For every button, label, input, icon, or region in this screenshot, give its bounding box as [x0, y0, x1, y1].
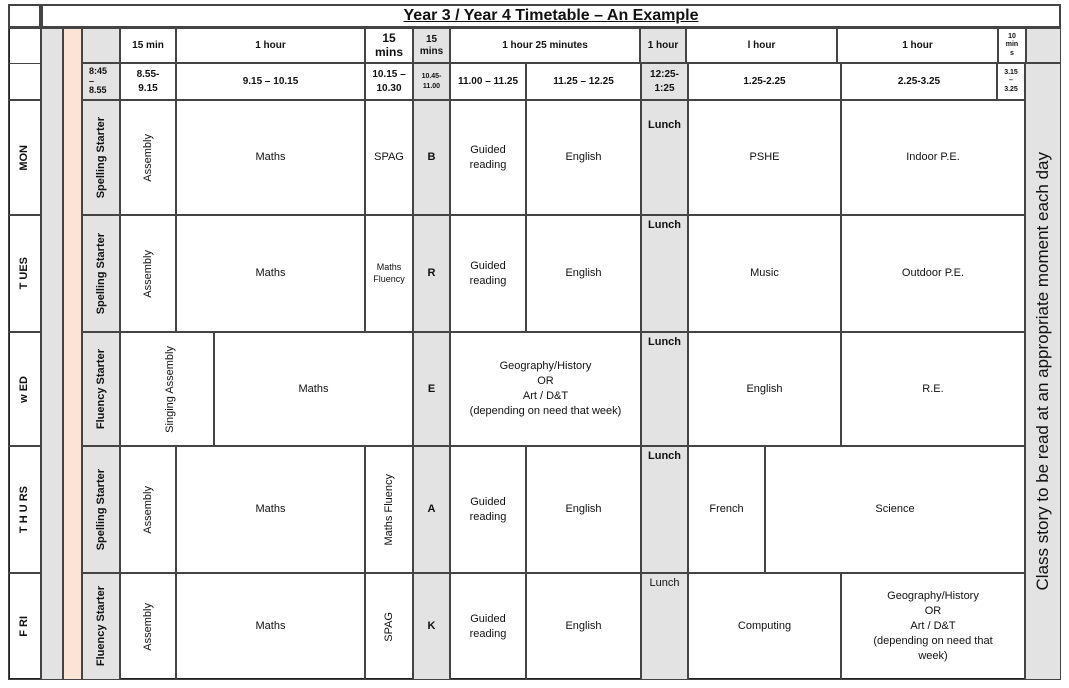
mon-guided-reading: Guided reading [450, 100, 526, 215]
day-label-fri: F RI [8, 573, 41, 680]
fri-starter: Fluency Starter [82, 573, 120, 680]
mon-maths: Maths [176, 100, 365, 215]
mon-indoor-pe: Indoor P.E. [841, 100, 1025, 215]
peach-stripe [63, 28, 82, 680]
fri-maths: Maths [176, 573, 365, 680]
mon-lunch: Lunch [641, 100, 688, 215]
fri-assembly: Assembly [120, 573, 176, 680]
class-story-column [1025, 63, 1061, 680]
tue-maths: Maths [176, 215, 365, 332]
duration-15min: 15 min [120, 28, 176, 63]
thu-lunch: Lunch [641, 446, 688, 573]
time-1325: 1.25-2.25 [688, 63, 841, 100]
wed-english-pm: English [688, 332, 841, 446]
wed-singing-assembly: Singing Assembly [120, 332, 214, 446]
day-label-tue: T UES [8, 215, 41, 332]
tue-assembly: Assembly [120, 215, 176, 332]
duration-blank [82, 28, 120, 63]
thu-science: Science [765, 446, 1025, 573]
time-0855: 8.55- 9.15 [120, 63, 176, 100]
fri-break: K [413, 573, 450, 680]
time-1100: 11.00 – 11.25 [450, 63, 526, 100]
thu-maths-fluency: Maths Fluency [365, 446, 413, 573]
thu-maths: Maths [176, 446, 365, 573]
tue-lunch: Lunch [641, 215, 688, 332]
wed-maths: Maths [214, 332, 413, 446]
tue-music: Music [688, 215, 841, 332]
duration-15mins-a: 15 mins [365, 28, 413, 63]
class-story-note: Class story to be read at an appropriate moment each day [1032, 152, 1052, 591]
tue-outdoor-pe: Outdoor P.E. [841, 215, 1025, 332]
tue-starter: Spelling Starter [82, 215, 120, 332]
thu-guided-reading: Guided reading [450, 446, 526, 573]
time-0845: 8:45 – 8.55 [82, 63, 120, 100]
duration-15mins-break: 15 mins [413, 28, 450, 63]
fri-guided-reading: Guided reading [450, 573, 526, 680]
wed-break: E [413, 332, 450, 446]
duration-pm2: 1 hour [837, 28, 998, 63]
wed-starter: Fluency Starter [82, 332, 120, 446]
time-1015: 10.15 – 10.30 [365, 63, 413, 100]
mon-assembly: Assembly [120, 100, 176, 215]
duration-1hour-maths: 1 hour [176, 28, 365, 63]
day-label-thu: T H U RS [8, 446, 41, 573]
time-1225: 12:25- 1:25 [641, 63, 688, 100]
thu-french: French [688, 446, 765, 573]
mon-starter: Spelling Starter [82, 100, 120, 215]
duration-pm1: l hour [686, 28, 837, 63]
thu-starter: Spelling Starter [82, 446, 120, 573]
duration-end-blank [1026, 28, 1061, 63]
day-label-wed: w ED [8, 332, 41, 446]
wed-topic: Geography/History OR Art / D&T (depending on need that week) [450, 332, 641, 446]
fri-english: English [526, 573, 641, 680]
duration-10mins: 10 min s [998, 28, 1026, 63]
thu-assembly: Assembly [120, 446, 176, 573]
tue-english: English [526, 215, 641, 332]
title-corner [8, 4, 41, 28]
wed-lunch: Lunch [641, 332, 688, 446]
thu-break: A [413, 446, 450, 573]
time-corner [8, 63, 41, 100]
fri-lunch: Lunch [641, 573, 688, 680]
thu-english: English [526, 446, 641, 573]
time-1125: 11.25 – 12.25 [526, 63, 641, 100]
fri-topic: Geography/History OR Art / D&T (depending on need that week) [841, 573, 1025, 680]
mon-spag: SPAG [365, 100, 413, 215]
fri-computing: Computing [688, 573, 841, 680]
mon-english: English [526, 100, 641, 215]
mon-pshe: PSHE [688, 100, 841, 215]
fri-spag: SPAG [365, 573, 413, 680]
time-0915: 9.15 – 10.15 [176, 63, 365, 100]
mon-break: B [413, 100, 450, 215]
time-1045: 10.45- 11.00 [413, 63, 450, 100]
grey-stripe [41, 28, 63, 680]
tue-guided-reading: Guided reading [450, 215, 526, 332]
page-title: Year 3 / Year 4 Timetable – An Example [41, 4, 1061, 28]
day-label-mon: MON [8, 100, 41, 215]
time-1515: 3.15 – 3.25 [997, 63, 1025, 100]
tue-break: R [413, 215, 450, 332]
wed-re: R.E. [841, 332, 1025, 446]
duration-lunch: 1 hour [640, 28, 686, 63]
duration-1h25: 1 hour 25 minutes [450, 28, 640, 63]
tue-maths-fluency: Maths Fluency [365, 215, 413, 332]
time-1425: 2.25-3.25 [841, 63, 997, 100]
